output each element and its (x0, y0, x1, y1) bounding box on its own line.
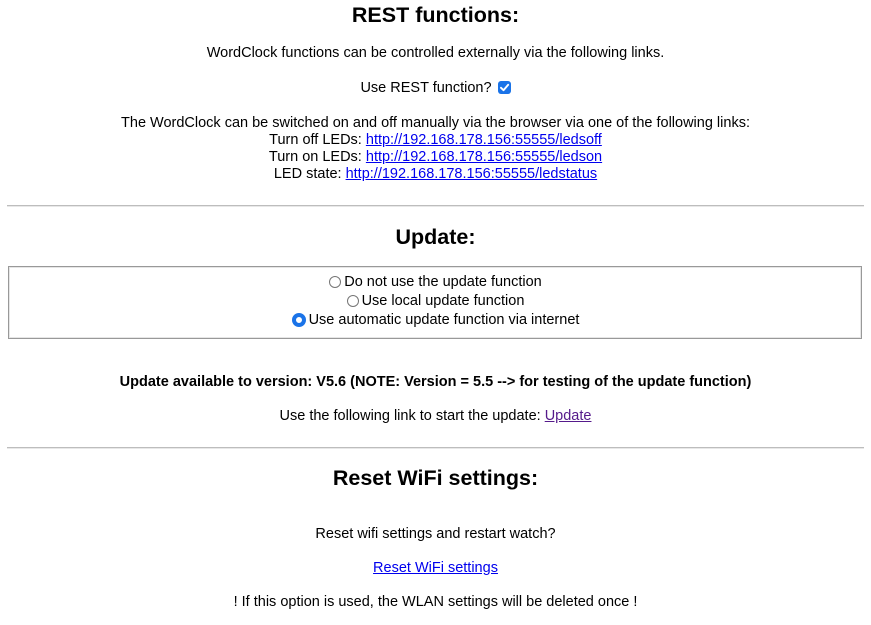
led-state-link[interactable]: http://192.168.178.156:55555/ledstatus (345, 166, 598, 182)
led-off-link[interactable]: http://192.168.178.156:55555/ledsoff (365, 132, 602, 148)
led-on-row (0, 149, 871, 165)
rest-use-checkbox[interactable] (498, 81, 511, 94)
reset-warning: ! If this option is used, the WLAN settings will be deleted once ! (233, 594, 638, 610)
rest-switch-text: The WordClock can be switched on and off manually via the browser via one of the following links: (121, 115, 750, 131)
reset-link-row (0, 560, 871, 576)
reset-wifi-link[interactable]: Reset WiFi settings (373, 560, 498, 576)
update-none-label: Do not use the update function (344, 274, 542, 290)
update-start-text: Use the following link to start the update: (279, 408, 541, 424)
rest-title: REST functions: (351, 3, 520, 27)
update-internet-radio[interactable] (292, 313, 306, 327)
update-option-internet[interactable] (0, 312, 871, 331)
led-on-link[interactable]: http://192.168.178.156:55555/ledson (365, 149, 603, 165)
update-local-radio[interactable] (347, 295, 359, 307)
update-option-none[interactable] (0, 274, 871, 292)
led-state-row (0, 166, 871, 182)
led-off-label: Turn off LEDs: (269, 132, 362, 148)
led-state-label: LED state: (273, 166, 342, 182)
reset-title: Reset WiFi settings: (332, 466, 539, 490)
update-none-radio[interactable] (329, 276, 341, 288)
led-off-row (0, 132, 871, 148)
rest-use-label: Use REST function? (360, 80, 492, 96)
rest-use-row (0, 80, 871, 96)
update-option-local[interactable] (0, 293, 871, 311)
update-title: Update: (395, 225, 476, 249)
rest-intro: WordClock functions can be controlled externally via the following links. (206, 45, 665, 61)
update-local-label: Use local update function (361, 293, 525, 309)
update-start-row (0, 408, 871, 424)
reset-question: Reset wifi settings and restart watch? (315, 526, 556, 542)
divider (7, 447, 864, 449)
divider (7, 205, 864, 207)
update-available-text: Update available to version: V5.6 (NOTE: Version = 5.5 --> for testing of the update function) (119, 374, 752, 390)
update-start-link[interactable]: Update (544, 408, 592, 424)
led-on-label: Turn on LEDs: (268, 149, 362, 165)
update-internet-label: Use automatic update function via internet (308, 312, 580, 328)
